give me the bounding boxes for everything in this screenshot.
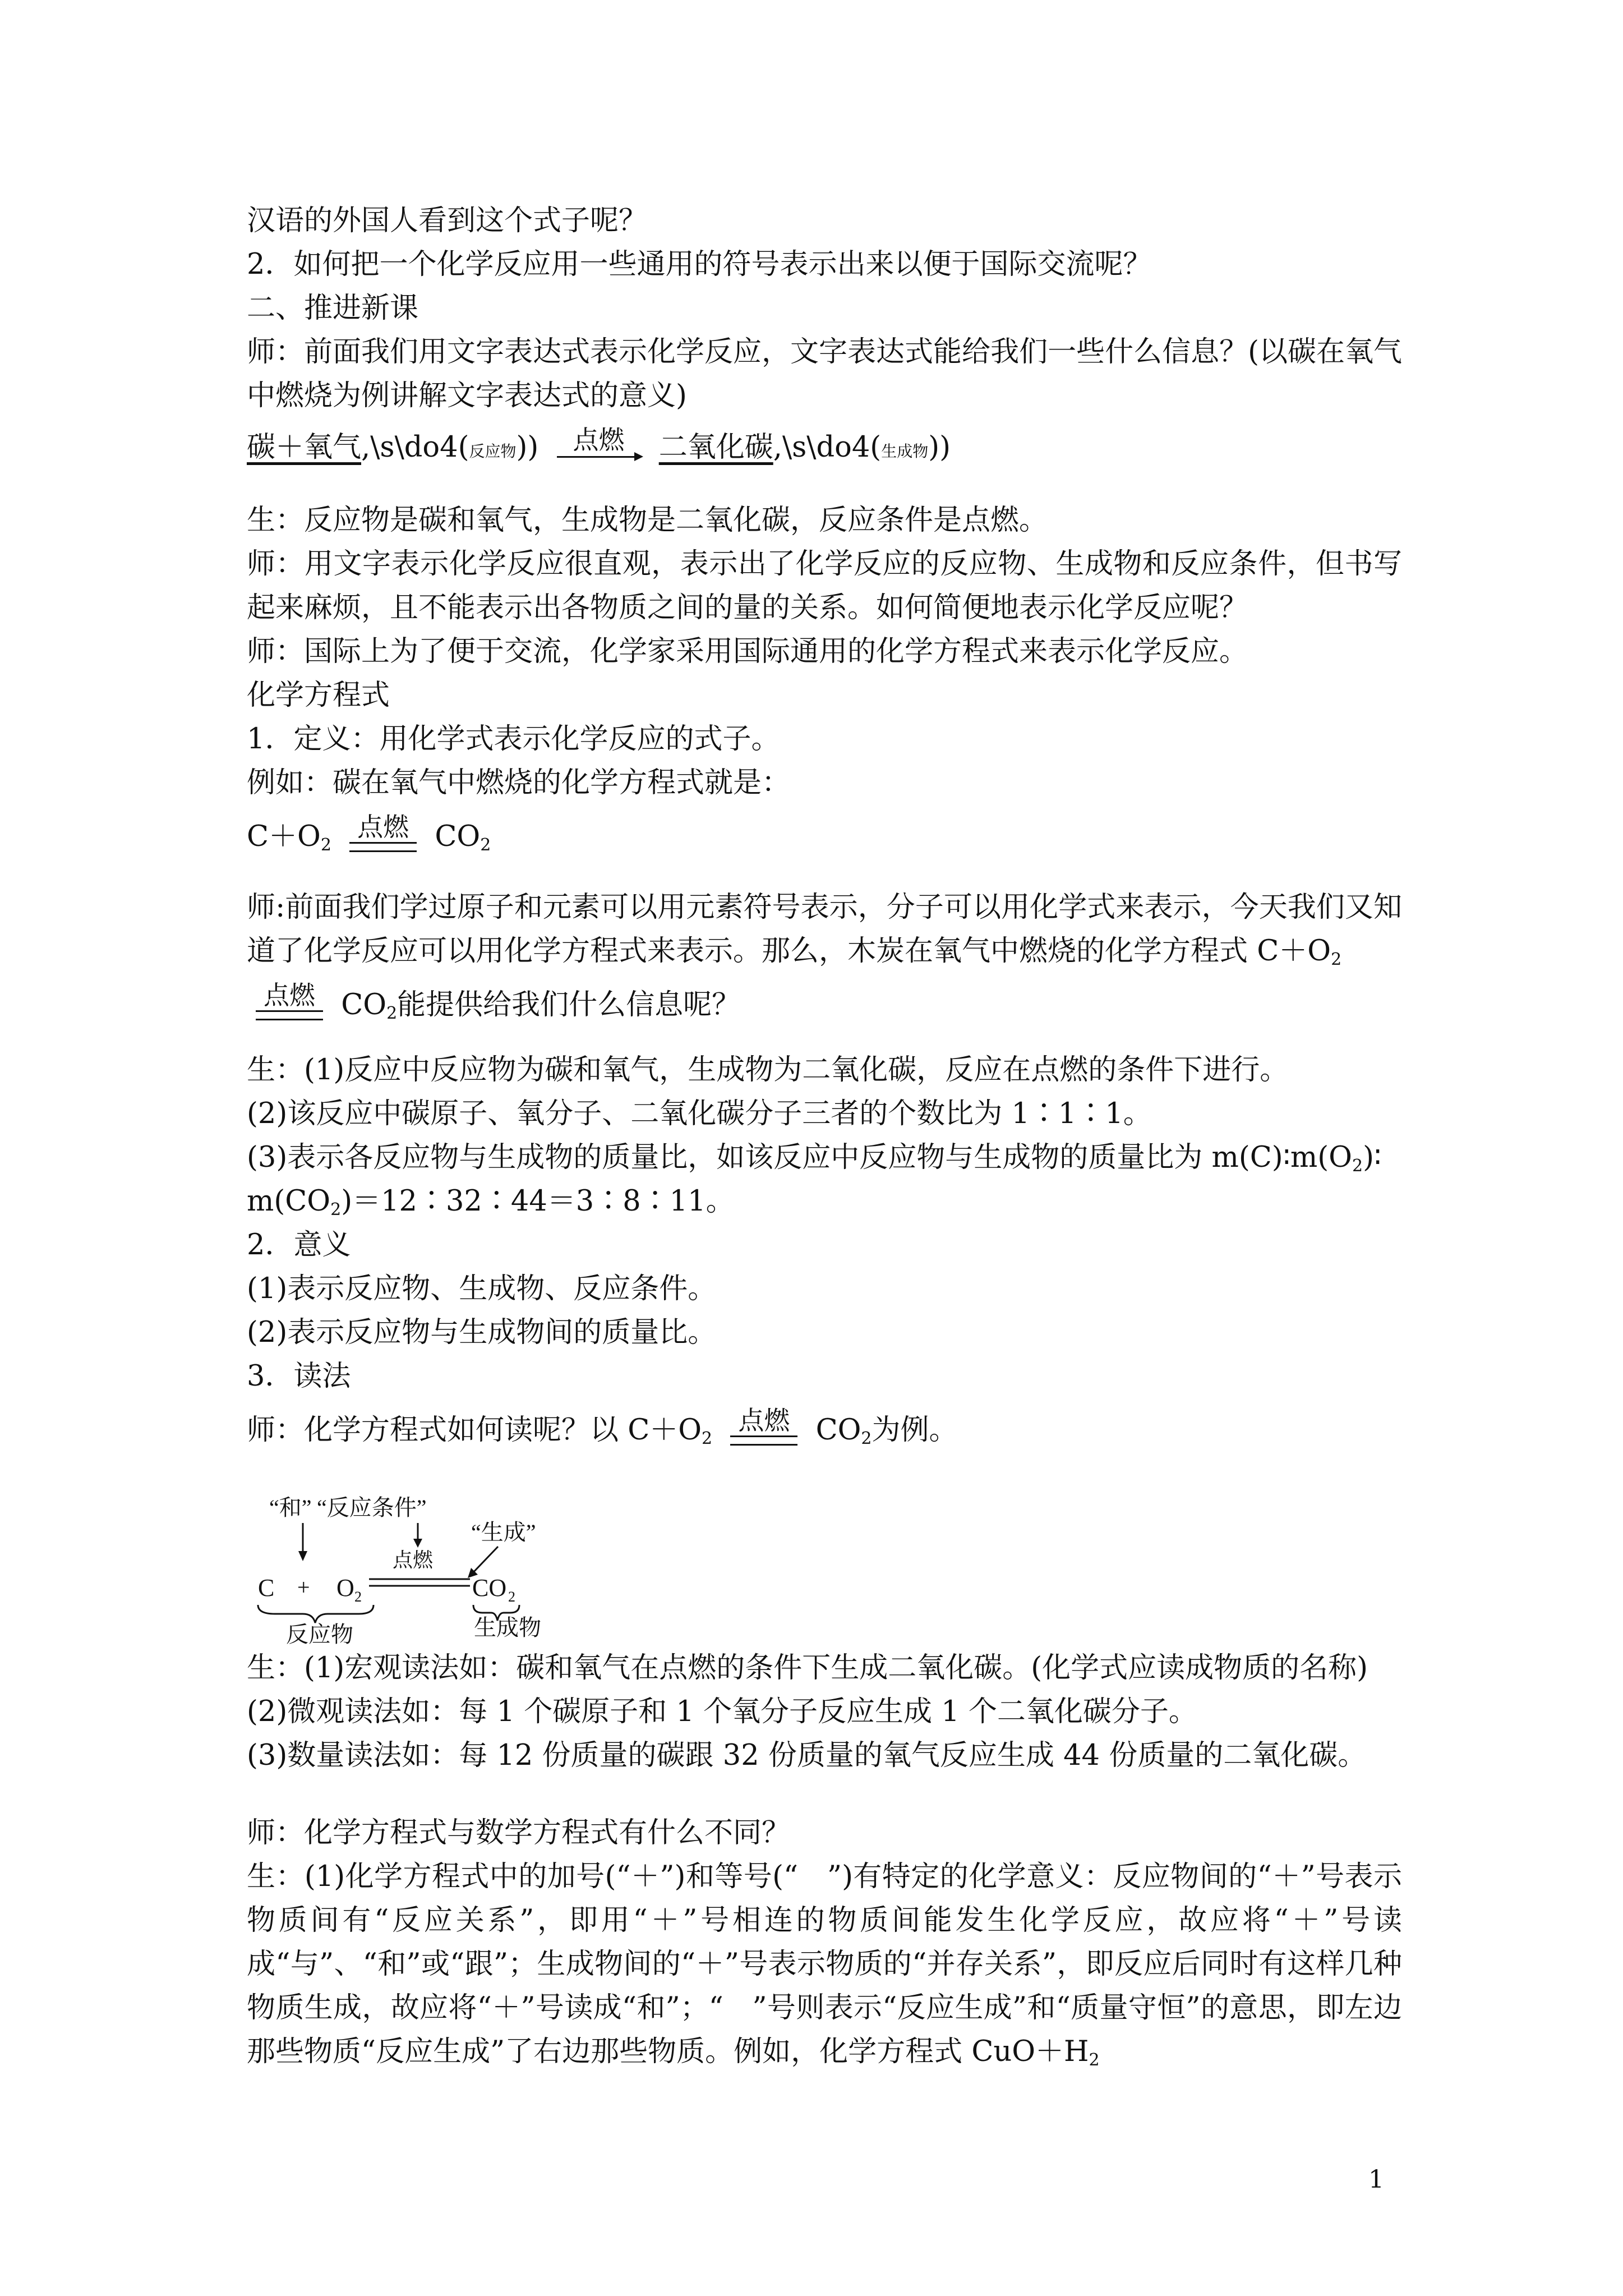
- chemical-equation-continued: 点燃 $CO_2$能提供给我们什么信息呢？: [247, 973, 1402, 1048]
- formula-c: C: [258, 1574, 275, 1602]
- label-and: “和”: [269, 1495, 312, 1520]
- document-body: [247, 199, 1402, 2074]
- text-line: (3)表示各反应物与生成物的质量比，如该反应中反应物与生成物的质量比为 $m(C)∶m(O_2)∶$: [247, 1141, 1382, 1176]
- text-line: 师：国际上为了便于交流，化学家采用国际通用的化学方程式来表示化学反应。: [247, 635, 1248, 668]
- formula-condition: 点燃: [393, 1549, 434, 1571]
- word-eq-code: )): [928, 431, 951, 464]
- word-eq-reactants: 碳＋氧气: [247, 431, 362, 464]
- chemical-equation: 师：化学方程式如何读呢？以 $C+O_2$ 点燃 $CO_2$为例。: [247, 1398, 1402, 1479]
- text-line: (1)表示反应物、生成物、反应条件。: [247, 1272, 717, 1305]
- equals-condition: 点燃: [349, 813, 417, 859]
- label-products: 生成物: [474, 1615, 541, 1640]
- label-condition: “反应条件”: [317, 1495, 427, 1520]
- word-eq-code: )): [516, 431, 539, 464]
- text-line: $m(CO_2)=12∶32∶44=3∶8∶11$。: [247, 1185, 735, 1220]
- text-line: 1．定义：用化学式表示化学反应的式子。: [247, 723, 780, 756]
- chemical-equation: $C+O_2$ 点燃 $CO_2$: [247, 805, 1402, 886]
- formula-o2: O: [336, 1574, 354, 1602]
- text-line: (2)微观读法如：每 1 个碳原子和 1 个氧分子反应生成 1 个二氧化碳分子。: [247, 1695, 1197, 1728]
- word-eq-code: ,\s\do4(: [361, 431, 469, 464]
- text-line: 生：反应物是碳和氧气，生成物是二氧化碳，反应条件是点燃。: [247, 504, 1048, 537]
- paragraph: 师：前面我们用文字表达式表示化学反应，文字表达式能给我们一些什么信息？(以碳在氧气中燃烧为例讲解文字表达式的意义): [247, 335, 1402, 412]
- word-eq-reactants-note: 反应物: [469, 442, 517, 461]
- label-generate: “生成”: [471, 1520, 536, 1545]
- arrow-condition: 点燃: [557, 426, 641, 473]
- text-line: 2．如何把一个化学反应用一些通用的符号表示出来以便于国际交流呢？: [247, 248, 1152, 281]
- paragraph: 师：用文字表示化学反应很直观，表示出了化学反应的反应物、生成物和反应条件，但书写起来麻烦，且不能表示出各物质之间的量的关系。如何简便地表示化学反应呢？: [247, 547, 1402, 624]
- section-heading: 二、推进新课: [247, 292, 419, 325]
- text-line: 生：(1)反应中反应物为碳和氧气，生成物为二氧化碳，反应在点燃的条件下进行。: [247, 1053, 1289, 1087]
- word-eq-products: 二氧化碳: [658, 431, 773, 464]
- arrow-generate: [472, 1547, 498, 1573]
- equals-condition: 点燃: [256, 981, 323, 1027]
- subheading: 化学方程式: [247, 679, 390, 712]
- brace-reactants: [258, 1605, 374, 1623]
- page-number: 1: [1368, 2165, 1384, 2194]
- text-line: 汉语的外国人看到这个式子呢？: [247, 204, 648, 237]
- label-reactants: 反应物: [286, 1622, 353, 1646]
- text-line: 师：化学方程式与数学方程式有什么不同？: [247, 1816, 791, 1849]
- formula-co2: CO: [472, 1574, 507, 1602]
- formula-plus: +: [297, 1575, 310, 1600]
- word-eq-products-note: 生成物: [881, 442, 929, 461]
- subheading: 3．读法: [247, 1360, 351, 1393]
- equals-condition: 点燃: [730, 1406, 797, 1452]
- formula-o2-sub: 2: [354, 1589, 362, 1605]
- arrow-and-head: [298, 1551, 307, 1561]
- subheading: 2．意义: [247, 1228, 351, 1262]
- text-line: (2)该反应中碳原子、氧分子、二氧化碳分子三者的个数比为 1∶1∶1。: [247, 1097, 1152, 1130]
- arrow-condition-head: [413, 1539, 422, 1548]
- text-line: 例如：碳在氧气中燃烧的化学方程式就是：: [247, 766, 791, 799]
- paragraph: 生：(1)化学方程式中的加号(“＋”)和等号(“ ”)有特定的化学意义：反应物间的“＋”号表示物质间有“反应关系”，即用“＋”号相连的物质间能发生化学反应，故应将“＋”号读成“与”、“和”或“跟”；生成物间的“＋”号表示物质的“并存关系”，即反应后同时有这样几种物质生成，故应将“＋”号读成“和”；“ ”号则表示“反应生成”和“质量守恒”的意思，即左边那些物质“反应生成”了右边那些物质。例如，化学方程式 $CuO+H_2$: [247, 1860, 1402, 2070]
- paragraph: 师:前面我们学过原子和元素可以用元素符号表示，分子可以用化学式来表示，今天我们又知道了化学反应可以用化学方程式来表示。那么，木炭在氧气中燃烧的化学方程式 $C+O_2$: [247, 891, 1402, 969]
- reading-diagram: [247, 1495, 1402, 1646]
- word-equation: [247, 418, 1402, 499]
- text-line: (2)表示反应物与生成物间的质量比。: [247, 1316, 717, 1349]
- word-eq-code: ,\s\do4(: [773, 431, 882, 464]
- text-line: (3)数量读法如：每 12 份质量的碳跟 32 份质量的氧气反应生成 44 份质量的二氧化碳。: [247, 1739, 1367, 1772]
- text-line: 生：(1)宏观读法如：碳和氧气在点燃的条件下生成二氧化碳。(化学式应读成物质的名称): [247, 1651, 1368, 1685]
- formula-co2-sub: 2: [508, 1589, 515, 1605]
